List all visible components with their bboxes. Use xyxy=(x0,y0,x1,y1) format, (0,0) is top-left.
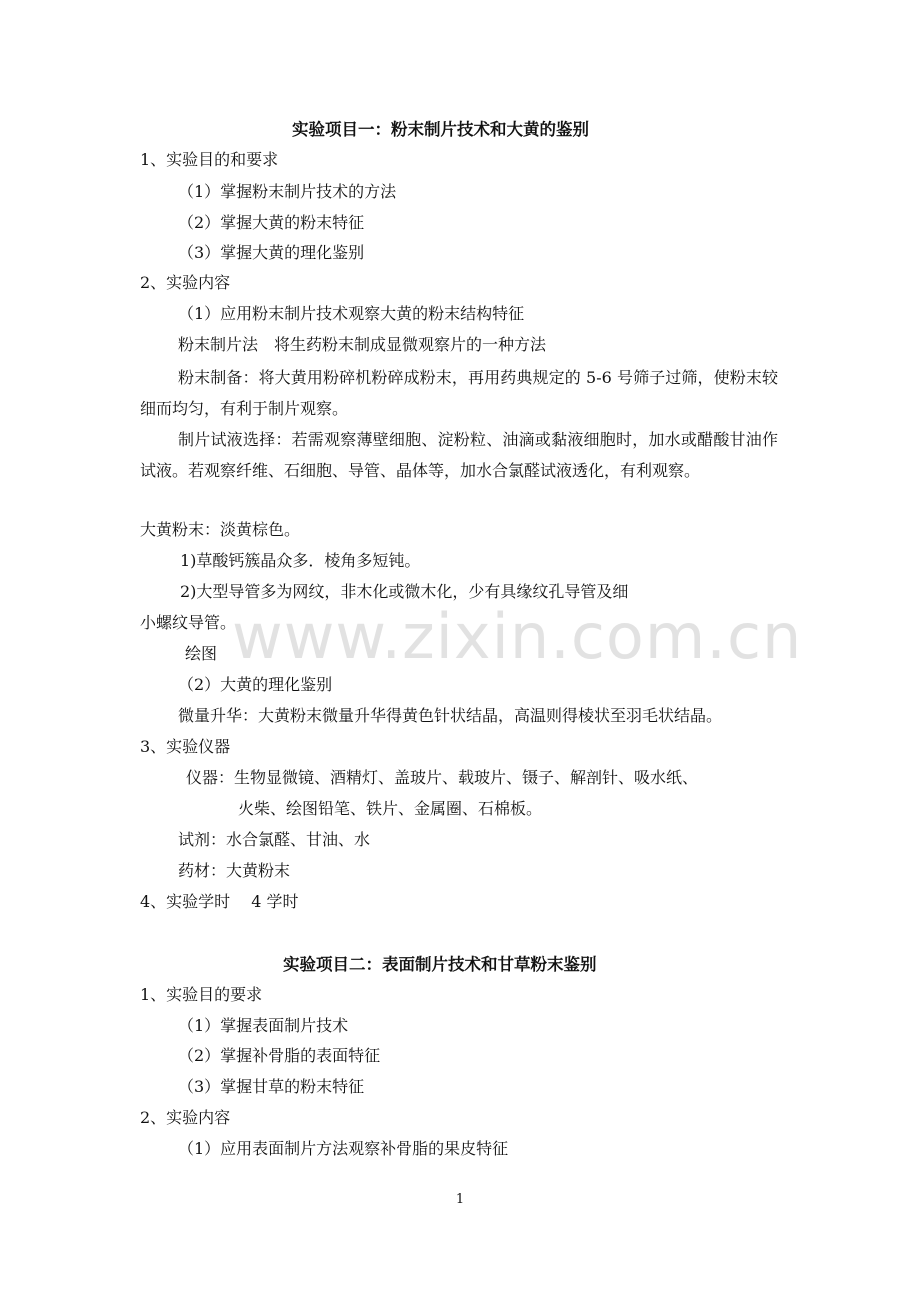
section1-powder-prep-text: 粉末制备：将大黄用粉碎机粉碎成粉末，再用药典规定的 5-6 号筛子过筛，使粉末较细而均匀，有利于制片观察。 xyxy=(140,368,778,418)
section1-title: 实验项目一：粉末制片技术和大黄的鉴别 xyxy=(292,120,589,139)
section2-objective-2: （2）掌握补骨脂的表面特征 xyxy=(178,1046,381,1065)
section1-powder-desc: 大黄粉末：淡黄棕色。 xyxy=(140,520,301,539)
watermark: www.zixin.com.cn xyxy=(232,600,803,673)
section1-reagent-choice-text: 制片试液选择：若需观察薄壁细胞、淀粉粒、油滴或黏液细胞时，加水或醋酸甘油作试液。若观察纤维、石细胞、导管、晶体等，加水合氯醛试液透化，有利观察。 xyxy=(140,430,778,480)
section1-objective-1: （1）掌握粉末制片技术的方法 xyxy=(178,182,397,201)
section1-method: 粉末制片法 将生药粉末制成显微观察片的一种方法 xyxy=(178,335,547,354)
section2-heading-content: 2、实验内容 xyxy=(140,1108,231,1127)
section1-heading-content: 2、实验内容 xyxy=(140,273,231,292)
section1-content-2: （2）大黄的理化鉴别 xyxy=(178,675,333,694)
section1-sublimation: 微量升华：大黄粉末微量升华得黄色针状结晶，高温则得棱状至羽毛状结晶。 xyxy=(178,706,723,725)
section1-instruments-1: 仪器：生物显微镜、酒精灯、盖玻片、载玻片、镊子、解剖针、吸水纸、 xyxy=(186,768,699,787)
section1-objective-3: （3）掌握大黄的理化鉴别 xyxy=(178,243,365,262)
section1-objective-2: （2）掌握大黄的粉末特征 xyxy=(178,213,365,232)
section2-title: 实验项目二：表面制片技术和甘草粉末鉴别 xyxy=(283,955,597,974)
section1-reagent-choice xyxy=(140,424,778,486)
section1-materials: 药材：大黄粉末 xyxy=(178,861,291,880)
section1-heading-hours: 4、实验学时 4 学时 xyxy=(140,892,299,911)
section2-objective-3: （3）掌握甘草的粉末特征 xyxy=(178,1077,365,1096)
section1-heading-instruments: 3、实验仪器 xyxy=(140,737,231,756)
section1-feature-1: 1)草酸钙簇晶众多．棱角多短钝。 xyxy=(180,551,421,570)
section1-heading-objectives: 1、实验目的和要求 xyxy=(140,150,279,169)
section1-powder-prep xyxy=(140,362,778,424)
section1-content-1: （1）应用粉末制片技术观察大黄的粉末结构特征 xyxy=(178,304,525,323)
section2-content-1: （1）应用表面制片方法观察补骨脂的果皮特征 xyxy=(178,1139,509,1158)
section1-drawing: 绘图 xyxy=(185,644,218,663)
page-number: 1 xyxy=(455,1192,465,1207)
section1-instruments-2: 火柴、绘图铅笔、铁片、金属圈、石棉板。 xyxy=(238,799,543,818)
section2-objective-1: （1）掌握表面制片技术 xyxy=(178,1016,349,1035)
section1-feature-2: 2)大型导管多为网纹，非木化或微木化，少有具缘纹孔导管及细 xyxy=(180,582,629,601)
section1-feature-2-cont: 小螺纹导管。 xyxy=(140,613,237,632)
section1-reagents: 试剂：水合氯醛、甘油、水 xyxy=(178,830,371,849)
section2-heading-objectives: 1、实验目的要求 xyxy=(140,985,263,1004)
